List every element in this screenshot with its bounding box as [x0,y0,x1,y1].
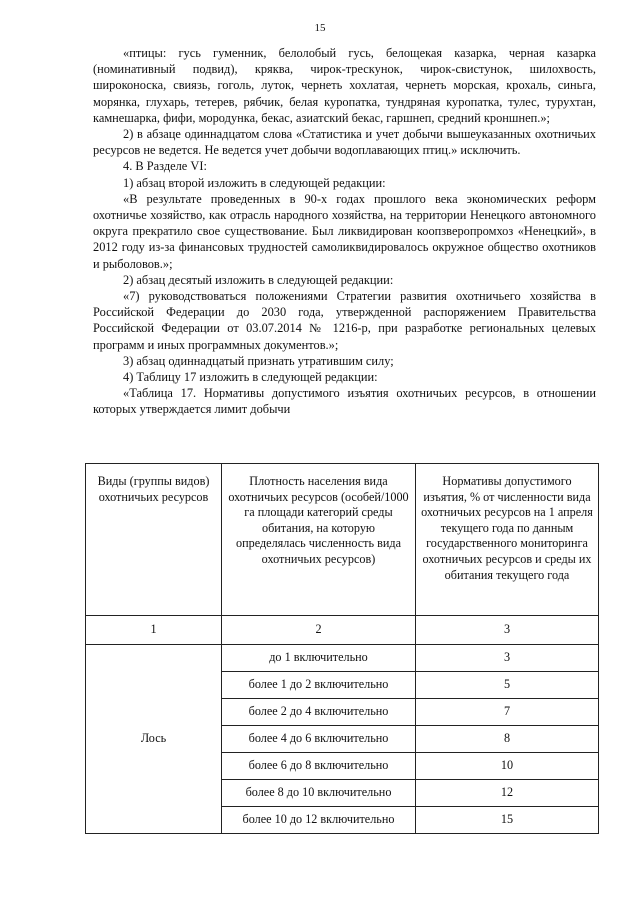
density-cell: более 2 до 4 включительно [222,699,416,726]
norm-cell: 5 [416,672,599,699]
norm-cell: 3 [416,645,599,672]
header-species: Виды (группы видов) охотничьих ресурсов [86,464,222,616]
paragraph-item-4: 4) Таблицу 17 изложить в следующей редакции: [123,370,378,385]
column-number: 2 [222,616,416,645]
density-cell: более 10 до 12 включительно [222,807,416,834]
header-norm: Нормативы допустимого изъятия, % от численности вида охотничьих ресурсов на 1 апреля текущего года по данным государственного мониторинга охотничьих ресурсов и среды их обитания текущего года [416,464,599,616]
table-column-numbers-row [86,616,599,645]
norms-table [85,463,599,834]
column-number: 1 [86,616,222,645]
paragraph-section-vi: 4. В Разделе VI: [123,159,207,174]
paragraph-amendment-2: 2) в абзаце одиннадцатом слова «Статистика и учет добычи вышеуказанных охотничьих ресурсов не ведется. Не ведется учет добычи водоплавающих птиц.» исключить. [93,127,596,158]
paragraph-quote-history: «В результате проведенных в 90-х годах прошлого века экономических реформ охотничье хозяйство, как отрасль народного хозяйства, на территории Ненецкого автономного округа прекратило свое существование. Был ликвидирован коопзверопромхоз «Ненецкий», в 2012 году из-за финансовых трудностей самоликвидировалось окружное общество охотников и рыболовов.»; [93,191,596,271]
norm-cell: 8 [416,726,599,753]
density-cell: более 8 до 10 включительно [222,780,416,807]
density-cell: до 1 включительно [222,645,416,672]
paragraph-item-2: 2) абзац десятый изложить в следующей редакции: [123,272,394,287]
paragraph-table-caption: «Таблица 17. Нормативы допустимого изъятия охотничьих ресурсов, в отношении которых утверждается лимит добычи [93,386,596,417]
norm-cell: 10 [416,753,599,780]
table-header-row [86,464,599,616]
page-number: 15 [314,22,326,34]
density-cell: более 1 до 2 включительно [222,672,416,699]
norm-cell: 15 [416,807,599,834]
table-row [86,645,599,672]
document-body [93,45,596,418]
paragraph-quote-strategy: «7) руководствоваться положениями Стратегии развития охотничьего хозяйства в Российской Федерации до 2030 года, утвержденной распоряжением Правительства Российской Федерации от 03.07.2014 № 1216-р, при разработке региональных целевых программ и иных программных документов.»; [93,289,596,352]
species-cell: Лось [86,645,222,834]
header-density: Плотность населения вида охотничьих ресурсов (особей/1000 га площади категорий среды обитания, на которую определялась численность вида охотничьих ресурсов) [222,464,416,616]
density-cell: более 6 до 8 включительно [222,753,416,780]
column-number: 3 [416,616,599,645]
paragraph-item-1: 1) абзац второй изложить в следующей редакции: [123,175,386,190]
norm-cell: 12 [416,780,599,807]
paragraph-item-3: 3) абзац одиннадцатый признать утратившим силу; [123,353,394,368]
density-cell: более 4 до 6 включительно [222,726,416,753]
norm-cell: 7 [416,699,599,726]
paragraph-birds-list: «птицы: гусь гуменник, белолобый гусь, белощекая казарка, черная казарка (номинативный подвид), кряква, чирок-трескунок, чирок-свистунок, шилохвость, широконоска, свиязь, гоголь, луток, чернеть хохлатая, чернеть морская, крохаль, синьга, морянка, глухарь, тетерев, рябчик, белая куропатка, тундряная куропатка, тулес, турухтан, камнешарка, фифи, мородунка, бекас, азиатский бекас, гаршнеп, средний кроншнеп.»; [93,46,596,125]
